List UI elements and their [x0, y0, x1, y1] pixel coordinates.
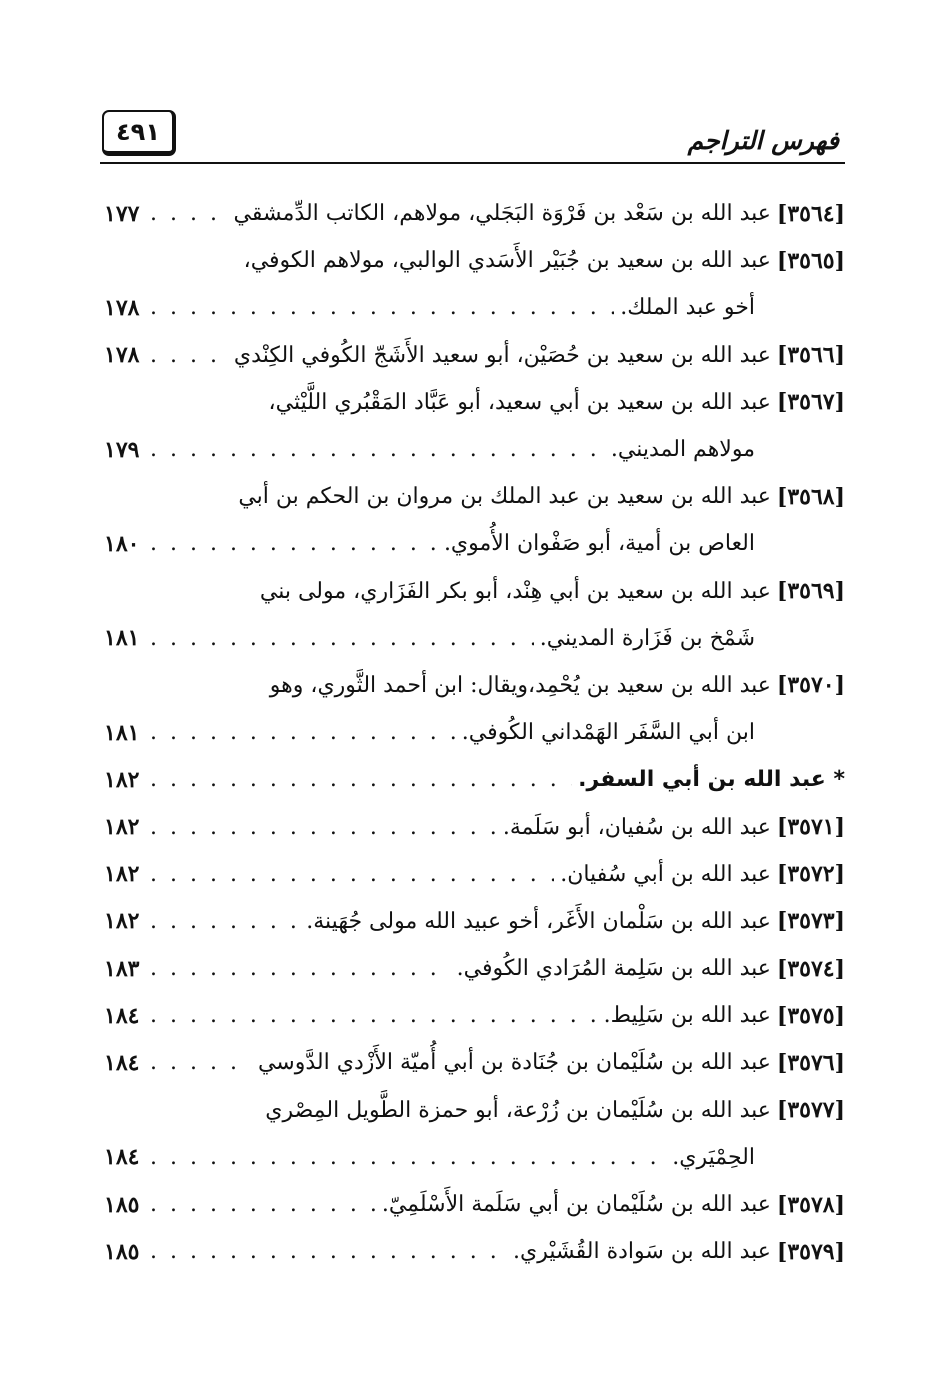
- entry-name: شَمْخ بن فَزَارة المديني.: [539, 625, 755, 651]
- entry-name: عبد الله بن سَوادة القُشَيْري.: [513, 1239, 771, 1265]
- entry-number: [٣٥٧٢]: [776, 861, 845, 888]
- entry-number: [٣٥٧٤]: [776, 955, 845, 982]
- entry-name: عبد الله بن سعيد بن جُبَيْر الأَسَدي الوالبي، مولاهم الكوفي،: [243, 248, 771, 274]
- entry-number: [٣٥٧٣]: [776, 908, 845, 935]
- entry-number: [٣٥٧٧]: [776, 1097, 845, 1124]
- index-entry-line: [104, 756, 845, 803]
- entry-number: [٣٥٦٨]: [776, 483, 845, 510]
- entry-page-number: ١٨٠: [104, 530, 140, 557]
- entry-name: عبد الله بن أبي سُفيان.: [560, 861, 771, 887]
- entry-name: عبد الله بن سُلَيْمان بن زُرْعة، أبو حمزة الطَّويل المِصْري: [265, 1097, 771, 1123]
- entry-name: أخو عبد الملك.: [620, 295, 755, 321]
- index-entry-line: [104, 237, 845, 284]
- entry-page-number: ١٨٢: [104, 908, 140, 935]
- index-entry-line: [104, 615, 845, 662]
- entry-page-number: ١٧٨: [104, 294, 140, 321]
- page-number: ٤٩١: [116, 117, 160, 146]
- dot-leader: [150, 1145, 666, 1170]
- dot-leader: [150, 626, 534, 651]
- entry-name: عبد الله بن سَلِمة المُرَادي الكُوفي.: [456, 956, 771, 982]
- entry-name: عبد الله بن سَلْمان الأَغَر، أخو عبيد الله مولى جُهَينة.: [306, 908, 771, 934]
- entry-name: عبد الله بن سعيد بن أبي سعيد، أبو عَبَّاد المَقْبُري اللَّيْثي،: [268, 389, 771, 415]
- entry-page-number: ١٨٣: [104, 955, 140, 982]
- index-entry-line: [104, 851, 845, 898]
- dot-leader: [150, 201, 228, 226]
- index-entry-line: [104, 803, 845, 850]
- index-entry-line: [104, 284, 845, 331]
- index-entry-line: [104, 945, 845, 992]
- dot-leader: [150, 862, 554, 887]
- entry-name: عبد الله بن سُلَيْمان بن جُنَادة بن أبي أُميّة الأَزْدي الدَّوسي: [257, 1050, 771, 1076]
- index-entry-line: [104, 332, 845, 379]
- entry-number: [٣٥٦٤]: [776, 200, 845, 227]
- entry-page-number: ١٨١: [104, 719, 140, 746]
- dot-leader: [150, 343, 228, 368]
- entry-number: [٣٥٧٠]: [776, 672, 845, 699]
- page-title: فهرس التراجم: [687, 126, 839, 155]
- index-entry-line: [104, 662, 845, 709]
- entry-number: [٣٥٧٦]: [776, 1049, 845, 1076]
- entry-page-number: ١٧٩: [104, 436, 140, 463]
- index-entry-line: [104, 190, 845, 237]
- index-entry-line: [104, 473, 845, 520]
- entry-number: [٣٥٦٧]: [776, 389, 845, 416]
- index-entry-line: [104, 1134, 845, 1181]
- entry-name: العاص بن أمية، أبو صَفْوان الأُموي.: [443, 531, 755, 557]
- entry-name: عبد الله بن سُفيان، أبو سَلَمة.: [502, 814, 771, 840]
- entry-name: مولاهم المديني.: [610, 437, 755, 463]
- entry-number: [٣٥٦٩]: [776, 578, 845, 605]
- entry-page-number: ١٨٥: [104, 1191, 140, 1218]
- dot-leader: [150, 295, 614, 320]
- entry-page-number: ١٨٢: [104, 766, 140, 793]
- entry-name: عبد الله بن سُلَيْمان بن أبي سَلَمة الأَسْلَمِيّ.: [381, 1192, 771, 1218]
- index-entry-line: [104, 520, 845, 567]
- index-entry-line: [104, 1039, 845, 1086]
- entry-name: الحِمْيَري.: [672, 1144, 755, 1170]
- entry-page-number: ١٨٤: [104, 1049, 140, 1076]
- index-entry-line: [104, 992, 845, 1039]
- entry-name: عبد الله بن سَلِيط.: [603, 1003, 771, 1029]
- entry-number: [٣٥٧٩]: [776, 1238, 845, 1265]
- index-entry-line: [104, 379, 845, 426]
- entry-page-number: ١٨٢: [104, 814, 140, 841]
- index-entry-line: [104, 1087, 845, 1134]
- dot-leader: [150, 720, 456, 745]
- entry-name: ابن أبي السَّفَر الهَمْداني الكُوفي.: [461, 720, 755, 746]
- entry-number: [٣٥٧٥]: [776, 1002, 845, 1029]
- entry-page-number: ١٨٤: [104, 1144, 140, 1171]
- index-entries: [104, 190, 845, 1275]
- entry-page-number: ١٨٢: [104, 861, 140, 888]
- dot-leader: [150, 767, 572, 792]
- index-entry-line: [104, 1228, 845, 1275]
- entry-name: عبد الله بن سعيد بن عبد الملك بن مروان بن الحكم بن أبي: [238, 484, 771, 510]
- entry-name: عبد الله بن سعيد بن حُصَيْن، أبو سعيد الأَشَجّ الكُوفي الكِنْدي: [233, 342, 771, 368]
- dot-leader: [150, 1239, 507, 1264]
- dot-leader: [150, 815, 497, 840]
- index-entry-line: [104, 898, 845, 945]
- dot-leader: [150, 909, 300, 934]
- page-header: [100, 108, 845, 164]
- entry-page-number: ١٧٧: [104, 200, 140, 227]
- entry-name: * عبد الله بن أبي السفر.: [578, 767, 845, 793]
- index-entry-line: [104, 568, 845, 615]
- entry-number: [٣٥٦٥]: [776, 247, 845, 274]
- entry-number: [٣٥٧١]: [776, 814, 845, 841]
- header-rule: [100, 162, 845, 164]
- dot-leader: [150, 531, 438, 556]
- entry-page-number: ١٧٨: [104, 342, 140, 369]
- page-number-box: [102, 110, 176, 156]
- entry-name: عبد الله بن سَعْد بن فَرْوَة البَجَلي، مولاهم، الكاتب الدِّمشقي: [233, 201, 771, 227]
- dot-leader: [150, 1050, 252, 1075]
- dot-leader: [150, 956, 451, 981]
- index-entry-line: [104, 1181, 845, 1228]
- index-entry-line: [104, 709, 845, 756]
- entry-number: [٣٥٧٨]: [776, 1191, 845, 1218]
- entry-page-number: ١٨١: [104, 625, 140, 652]
- entry-page-number: ١٨٤: [104, 1002, 140, 1029]
- dot-leader: [150, 1192, 376, 1217]
- entry-name: عبد الله بن سعيد بن أبي هِنْد، أبو بكر الفَزَاري، مولى بني: [259, 578, 771, 604]
- index-entry-line: [104, 426, 845, 473]
- entry-name: عبد الله بن سعيد بن يُحْمِد،ويقال: ابن أحمد الثَّوري، وهو: [269, 672, 771, 698]
- entry-number: [٣٥٦٦]: [776, 342, 845, 369]
- entry-page-number: ١٨٥: [104, 1238, 140, 1265]
- dot-leader: [150, 437, 605, 462]
- dot-leader: [150, 1003, 598, 1028]
